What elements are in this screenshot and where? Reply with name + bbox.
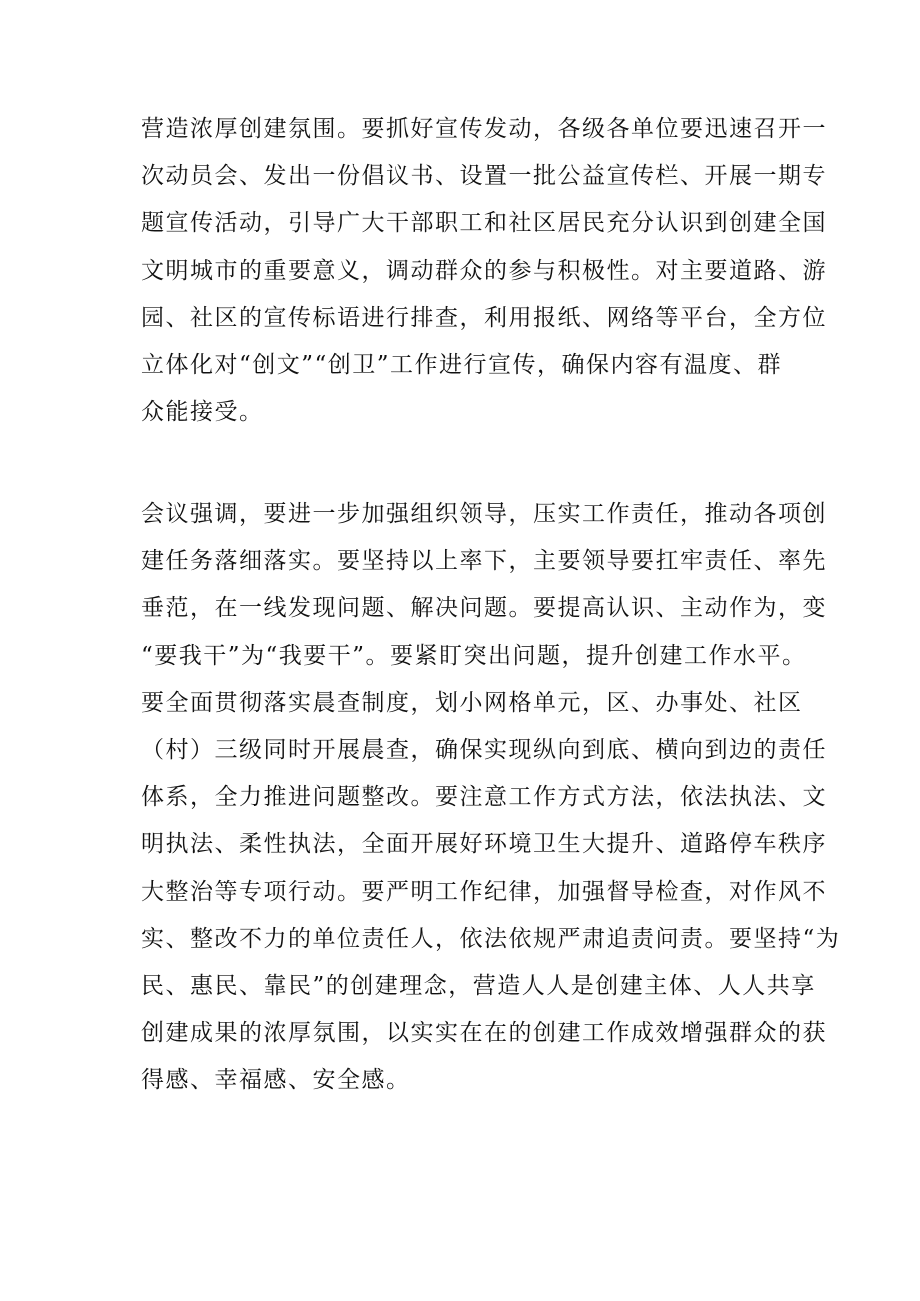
- text-line: 创建成果的浓厚氛围，以实实在在的创建工作成效增强群众的获: [141, 1020, 827, 1047]
- text-line: 得感、幸福感、安全感。: [141, 1067, 411, 1094]
- text-line: 题宣传活动，引导广大干部职工和社区居民充分认识到创建全国: [141, 210, 827, 237]
- text-line: 立体化对“创文”“创卫”工作进行宣传，确保内容有温度、群: [141, 352, 783, 379]
- text-line: “要我干”为“我要干”。要紧盯突出问题，提升创建工作水平。: [141, 642, 807, 669]
- text-line: 众能接受。: [141, 399, 264, 426]
- paragraph-2: [141, 491, 841, 1105]
- text-line: 垂范，在一线发现问题、解决问题。要提高认识、主动作为，变: [141, 595, 827, 622]
- text-line: 明执法、柔性执法，全面开展好环境卫生大提升、道路停车秩序: [141, 831, 827, 858]
- text-line: 营造浓厚创建氛围。要抓好宣传发动，各级各单位要迅速召开一: [141, 116, 827, 142]
- text-line: 建任务落细落实。要坚持以上率下，主要领导要扛牢责任、率先: [141, 548, 827, 575]
- text-line: 园、社区的宣传标语进行排查，利用报纸、网络等平台，全方位: [141, 304, 827, 331]
- text-line: 次动员会、发出一份倡议书、设置一批公益宣传栏、开展一期专: [141, 163, 827, 190]
- text-line: 实、整改不力的单位责任人，依法依规严肃追责问责。要坚持“为: [141, 925, 841, 952]
- text-line: 会议强调，要进一步加强组织领导，压实工作责任，推动各项创: [141, 501, 827, 527]
- text-line: 民、惠民、靠民”的创建理念，营造人人是创建主体、人人共享: [141, 973, 816, 1000]
- paragraph-1: [141, 106, 827, 436]
- text-line: 体系，全力推进问题整改。要注意工作方式方法，依法执法、文: [141, 784, 827, 811]
- text-line: 要全面贯彻落实晨查制度，划小网格单元，区、办事处、社区: [141, 689, 803, 716]
- text-line: （村）三级同时开展晨查，确保实现纵向到底、横向到边的责任: [141, 737, 827, 764]
- text-line: 文明城市的重要意义，调动群众的参与积极性。对主要道路、游: [141, 257, 827, 284]
- text-line: 大整治等专项行动。要严明工作纪律，加强督导检查，对作风不: [141, 878, 827, 905]
